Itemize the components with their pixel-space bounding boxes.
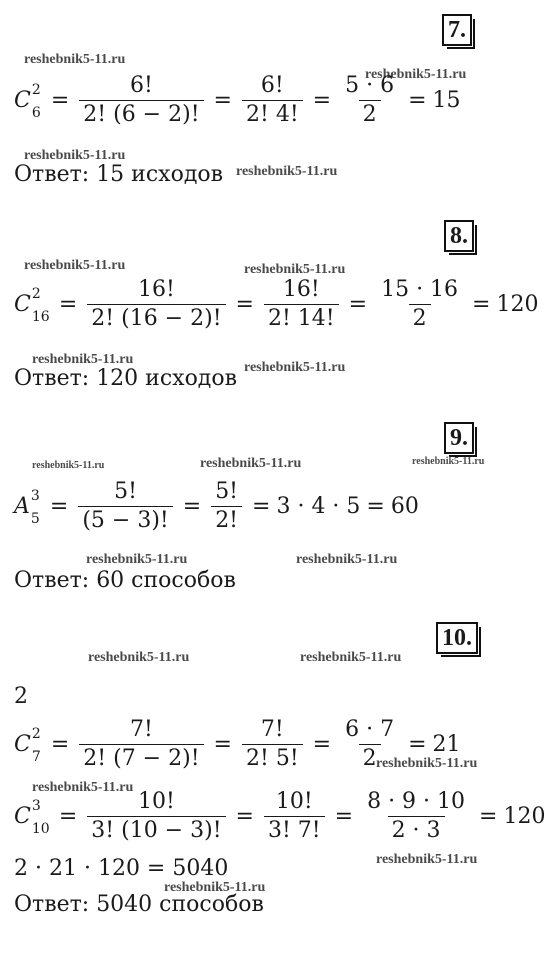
watermark: reshebnik5-11.ru (32, 780, 134, 795)
problem-number-8: 8. (444, 220, 474, 252)
product-line: 2 · 21 · 120 = 5040 (14, 856, 229, 881)
combination-symbol: C 2 7 (14, 726, 41, 765)
watermark: reshebnik5-11.ru (86, 552, 188, 567)
watermark: reshebnik5-11.ru (32, 352, 134, 367)
combination-symbol: C 3 10 (14, 798, 50, 837)
formula-problem-10-a: C 2 7 = $\frac{7!}{2! (7 - 2)!}$ = $\frac{7!}{2! 5!}$ = $\frac{6 \cdot 7}{2}$ = 21 (14, 717, 461, 771)
watermark: reshebnik5-11.ru (236, 164, 338, 179)
watermark: reshebnik5-11.ru (24, 52, 126, 67)
formula-problem-7: C 2 6 = $\frac{6!}{2! (6 - 2)!}$ = $\frac{6!}{2! 4!}$ = $\frac{5 \cdot 6}{2}$ = 15 (14, 73, 461, 127)
fraction: $\frac{6 \cdot 7}{2}$ (345, 717, 395, 771)
fraction: $\frac{10!}{3! 7!}$ (264, 788, 325, 845)
watermark: reshebnik5-11.ru (24, 148, 126, 163)
arrangement-symbol: A 3 5 (14, 488, 40, 527)
fraction: $\frac{6!}{2! 4!}$ (242, 72, 303, 129)
watermark: reshebnik5-11.ru (300, 650, 402, 665)
answer-problem-7: Ответ: 15 исходов (14, 162, 223, 187)
answer-problem-9: Ответ: 60 способов (14, 568, 236, 593)
watermark: reshebnik5-11.ru (24, 258, 126, 273)
formula-problem-8: C 2 16 = $\frac{16!}{2! (16 - 2)!}$ = $\frac{16!}{2! 14!}$ = $\frac{15 \cdot 16}{2}$ = 120 (14, 277, 539, 331)
answer-problem-8: Ответ: 120 исходов (14, 366, 237, 391)
fraction: $\frac{6!}{2! (6 - 2)!}$ (79, 72, 203, 129)
result: 60 (390, 494, 419, 519)
combination-symbol: C 2 16 (14, 286, 50, 325)
formula-problem-10-b: C 3 10 = $\frac{10!}{3! (10 - 3)!}$ = $\frac{10!}{3! 7!}$ = $\frac{8 \cdot 9 \cdot 10}{2 \cdot 3}$ = 120 (14, 789, 545, 843)
fraction: $\frac{16!}{2! (16 - 2)!}$ (87, 276, 225, 333)
fraction: $\frac{8 \cdot 9 \cdot 10}{2 \cdot 3}$ (367, 789, 466, 843)
formula-problem-9: A 3 5 = $\frac{5!}{(5 - 3)!}$ = $\frac{5!}{2!}$ = 3 · 4 · 5 = 60 (14, 479, 419, 533)
problem-number-10: 10. (436, 622, 478, 654)
answer-problem-10: Ответ: 5040 способов (14, 892, 264, 917)
watermark: reshebnik5-11.ru (296, 552, 398, 567)
result: 15 (432, 88, 461, 113)
fraction: $\frac{5!}{2!}$ (211, 478, 242, 535)
fraction: $\frac{5 \cdot 6}{2}$ (345, 73, 395, 127)
fraction: $\frac{5!}{(5 - 3)!}$ (78, 478, 172, 535)
watermark: reshebnik5-11.ru (164, 880, 266, 895)
intro-value: 2 (14, 684, 28, 709)
problem-number-9: 9. (444, 422, 474, 454)
watermark: reshebnik5-11.ru (365, 67, 467, 82)
watermark: reshebnik5-11.ru (244, 262, 346, 277)
watermark: reshebnik5-11.ru (376, 852, 478, 867)
fraction: $\frac{7!}{2! 5!}$ (242, 716, 303, 773)
fraction: $\frac{7!}{2! (7 - 2)!}$ (79, 716, 203, 773)
fraction: $\frac{15 \cdot 16}{2}$ (381, 277, 459, 331)
product: 3 · 4 · 5 (276, 494, 361, 519)
watermark: reshebnik5-11.ru (244, 360, 346, 375)
result: 21 (432, 732, 461, 757)
watermark: reshebnik5-11.ru (32, 460, 105, 471)
watermark: reshebnik5-11.ru (412, 456, 485, 467)
fraction: $\frac{10!}{3! (10 - 3)!}$ (87, 788, 225, 845)
result: 120 (496, 292, 539, 317)
watermark: reshebnik5-11.ru (88, 650, 190, 665)
result: 120 (503, 804, 545, 829)
watermark: reshebnik5-11.ru (200, 456, 302, 471)
fraction: $\frac{16!}{2! 14!}$ (264, 276, 339, 333)
combination-symbol: C 2 6 (14, 82, 41, 121)
watermark: reshebnik5-11.ru (376, 756, 478, 771)
problem-number-7: 7. (442, 14, 472, 46)
